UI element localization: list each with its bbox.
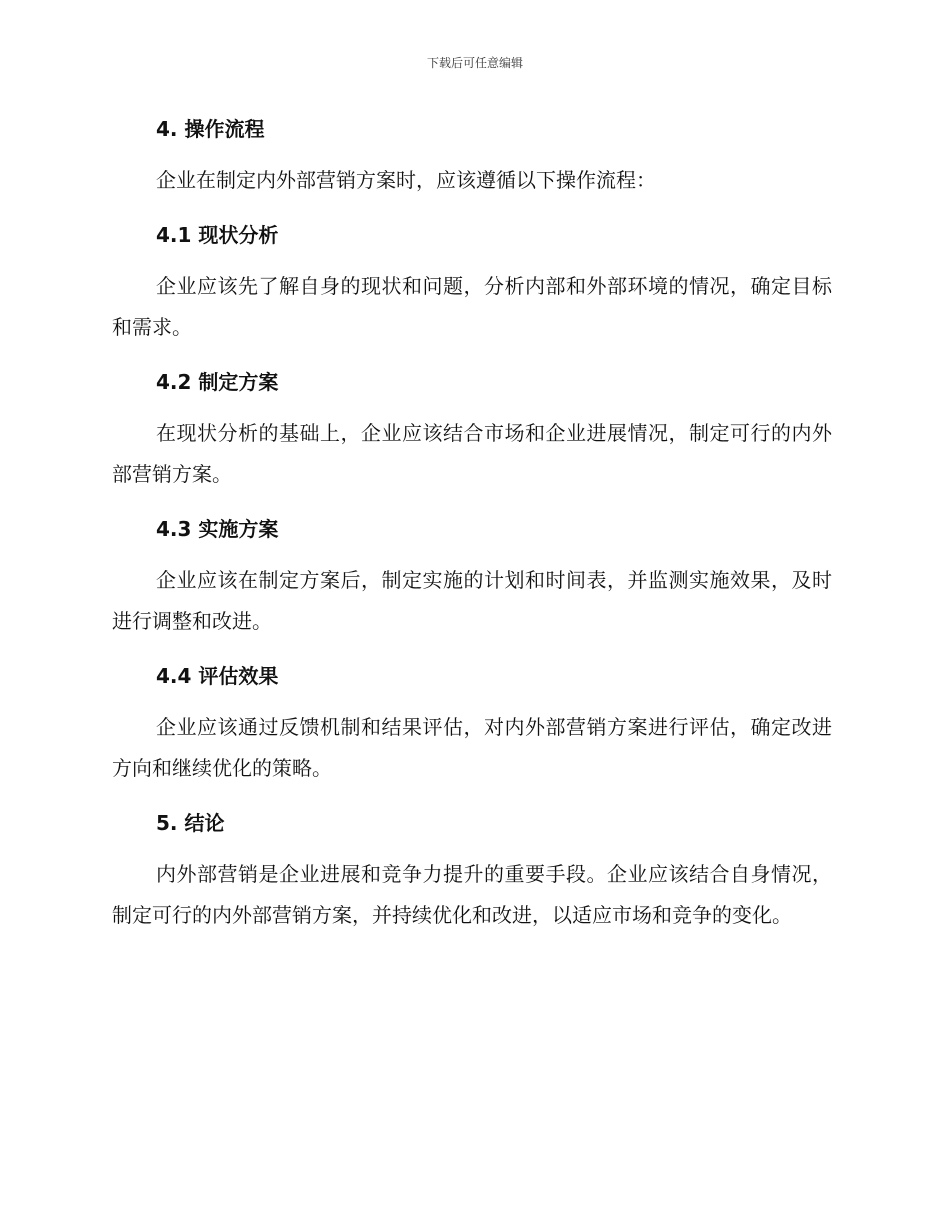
section-heading-evaluate-effect: 4.4 评估效果 — [156, 664, 279, 688]
section-heading-implement-plan: 4.3 实施方案 — [156, 517, 279, 541]
section-paragraph-operation-process: 企业在制定内外部营销方案时，应该遵循以下操作流程： — [156, 168, 656, 192]
header-note: 下载后可任意编辑 — [426, 56, 523, 70]
document-body — [112, 112, 832, 936]
section-paragraph-make-plan: 在现状分析的基础上，企业应该结合市场和企业进展情况，制定可行的内外部营销方案。 — [112, 421, 832, 486]
section-heading-make-plan: 4.2 制定方案 — [156, 370, 279, 394]
section-paragraph-conclusion: 内外部营销是企业进展和竞争力提升的重要手段。企业应该结合自身情况，制定可行的内外部营销方案，并持续优化和改进，以适应市场和竞争的变化。 — [112, 862, 832, 927]
section-paragraph-implement-plan: 企业应该在制定方案后，制定实施的计划和时间表，并监测实施效果，及时进行调整和改进。 — [112, 568, 832, 633]
section-paragraph-evaluate-effect: 企业应该通过反馈机制和结果评估，对内外部营销方案进行评估，确定改进方向和继续优化的策略。 — [112, 715, 832, 780]
section-heading-conclusion: 5. 结论 — [156, 811, 225, 835]
section-heading-current-analysis: 4.1 现状分析 — [156, 223, 279, 247]
section-paragraph-current-analysis: 企业应该先了解自身的现状和问题，分析内部和外部环境的情况，确定目标和需求。 — [112, 274, 832, 339]
section-heading-operation-process: 4. 操作流程 — [156, 117, 265, 141]
